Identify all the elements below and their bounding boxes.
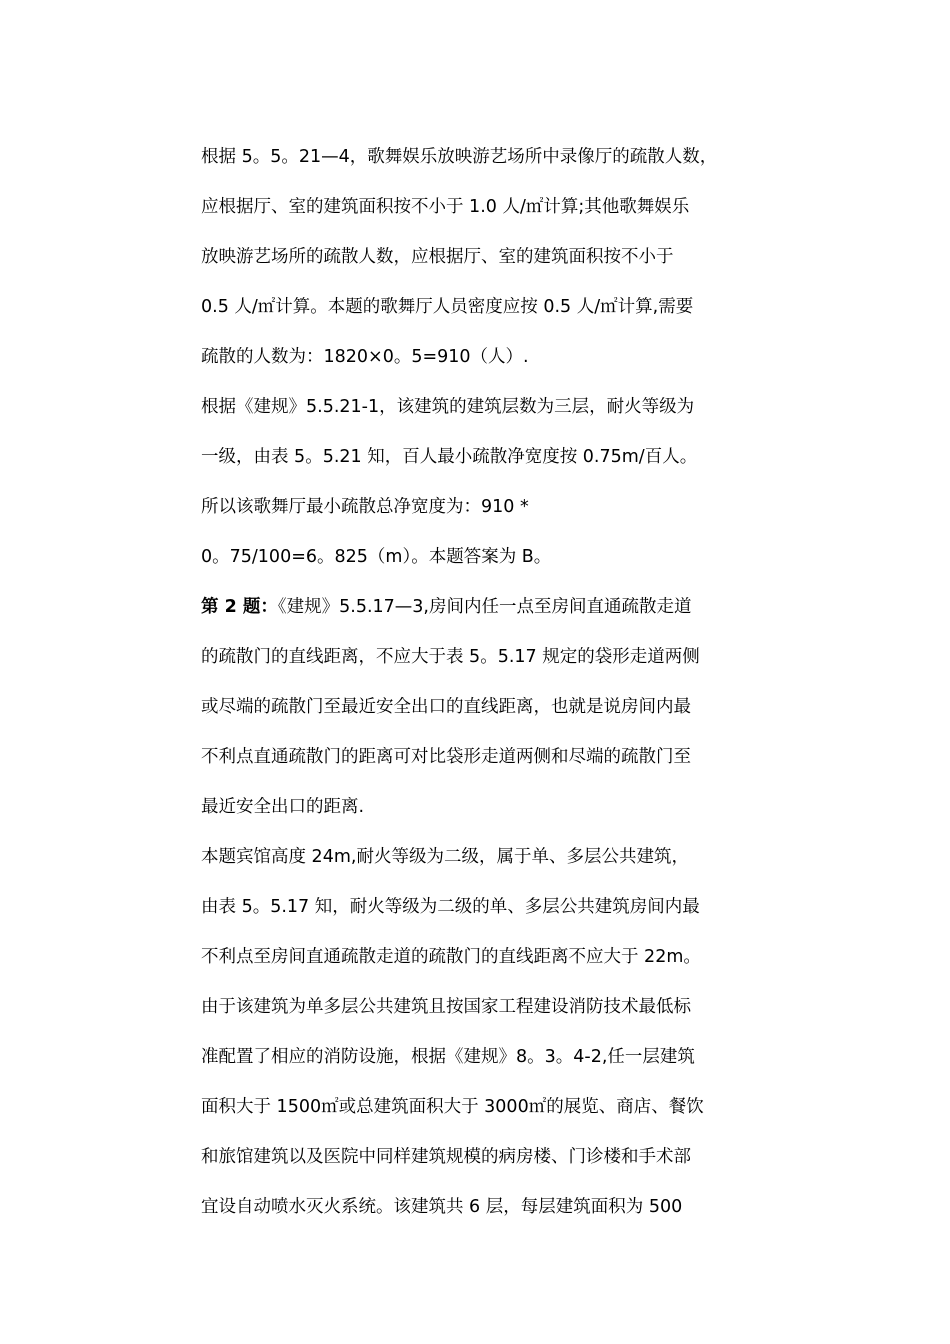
line-text: 放映游艺场所的疏散人数，应根据厅、室的建筑面积按不小于 [201, 247, 674, 267]
line-text: 不利点至房间直通疏散走道的疏散门的直线距离不应大于 22m。 [201, 947, 701, 967]
text-line [201, 832, 761, 882]
line-text: 由表 5。5.17 知，耐火等级为二级的单、多层公共建筑房间内最 [201, 897, 700, 917]
text-line [201, 1032, 761, 1082]
document-body [201, 132, 761, 1232]
line-text: 宜设自动喷水灭火系统。该建筑共 6 层，每层建筑面积为 500 [201, 1197, 683, 1217]
text-line [201, 332, 761, 382]
line-text: 根据 5。5。21—4，歌舞娱乐放映游艺场所中录像厅的疏散人数， [201, 147, 718, 167]
text-line [201, 1132, 761, 1182]
line-text: 应根据厅、室的建筑面积按不小于 1.0 人/㎡计算;其他歌舞娱乐 [201, 197, 690, 217]
text-line [201, 882, 761, 932]
line-text: 和旅馆建筑以及医院中同样建筑规模的病房楼、门诊楼和手术部 [201, 1147, 691, 1167]
line-text: 由于该建筑为单多层公共建筑且按国家工程建设消防技术最低标 [201, 997, 691, 1017]
text-line [201, 132, 761, 182]
text-line [201, 1182, 761, 1232]
text-line [201, 632, 761, 682]
line-text: 不利点直通疏散门的距离可对比袋形走道两侧和尽端的疏散门至 [201, 747, 691, 767]
line-text: 的疏散门的直线距离，不应大于表 5。5.17 规定的袋形走道两侧 [201, 647, 700, 667]
text-line [201, 682, 761, 732]
text-line [201, 782, 761, 832]
line-text: 本题宾馆高度 24m,耐火等级为二级，属于单、多层公共建筑， [201, 847, 689, 867]
line-text: 0.5 人/㎡计算。本题的歌舞厅人员密度应按 0.5 人/㎡计算,需要 [201, 297, 694, 317]
line-text: 所以该歌舞厅最小疏散总净宽度为：910 * [201, 497, 529, 517]
question-heading-line [201, 582, 761, 632]
line-text: 一级，由表 5。5.21 知，百人最小疏散净宽度按 0.75m/百人。 [201, 447, 698, 467]
question-label: 第 2 题： [201, 597, 278, 617]
text-line [201, 982, 761, 1032]
text-line [201, 182, 761, 232]
line-text: 0。75/100=6。825（m）。本题答案为 B。 [201, 547, 552, 567]
text-line [201, 532, 761, 582]
line-text: 准配置了相应的消防设施，根据《建规》8。3。4-2,任一层建筑 [201, 1047, 695, 1067]
text-line [201, 732, 761, 782]
line-text: 疏散的人数为：1820×0。5=910（人）. [201, 347, 529, 367]
line-text: 最近安全出口的距离. [201, 797, 365, 817]
line-text: 面积大于 1500㎡或总建筑面积大于 3000㎡的展览、商店、餐饮 [201, 1097, 704, 1117]
text-line [201, 432, 761, 482]
line-text: 根据《建规》5.5.21-1，该建筑的建筑层数为三层，耐火等级为 [201, 397, 695, 417]
line-text: 或尽端的疏散门至最近安全出口的直线距离，也就是说房间内最 [201, 697, 691, 717]
text-line [201, 932, 761, 982]
text-line [201, 232, 761, 282]
text-line [201, 282, 761, 332]
line-text: 《建规》5.5.17—3,房间内任一点至房间直通疏散走道 [277, 597, 692, 617]
text-line [201, 1082, 761, 1132]
text-line [201, 382, 761, 432]
text-line [201, 482, 761, 532]
